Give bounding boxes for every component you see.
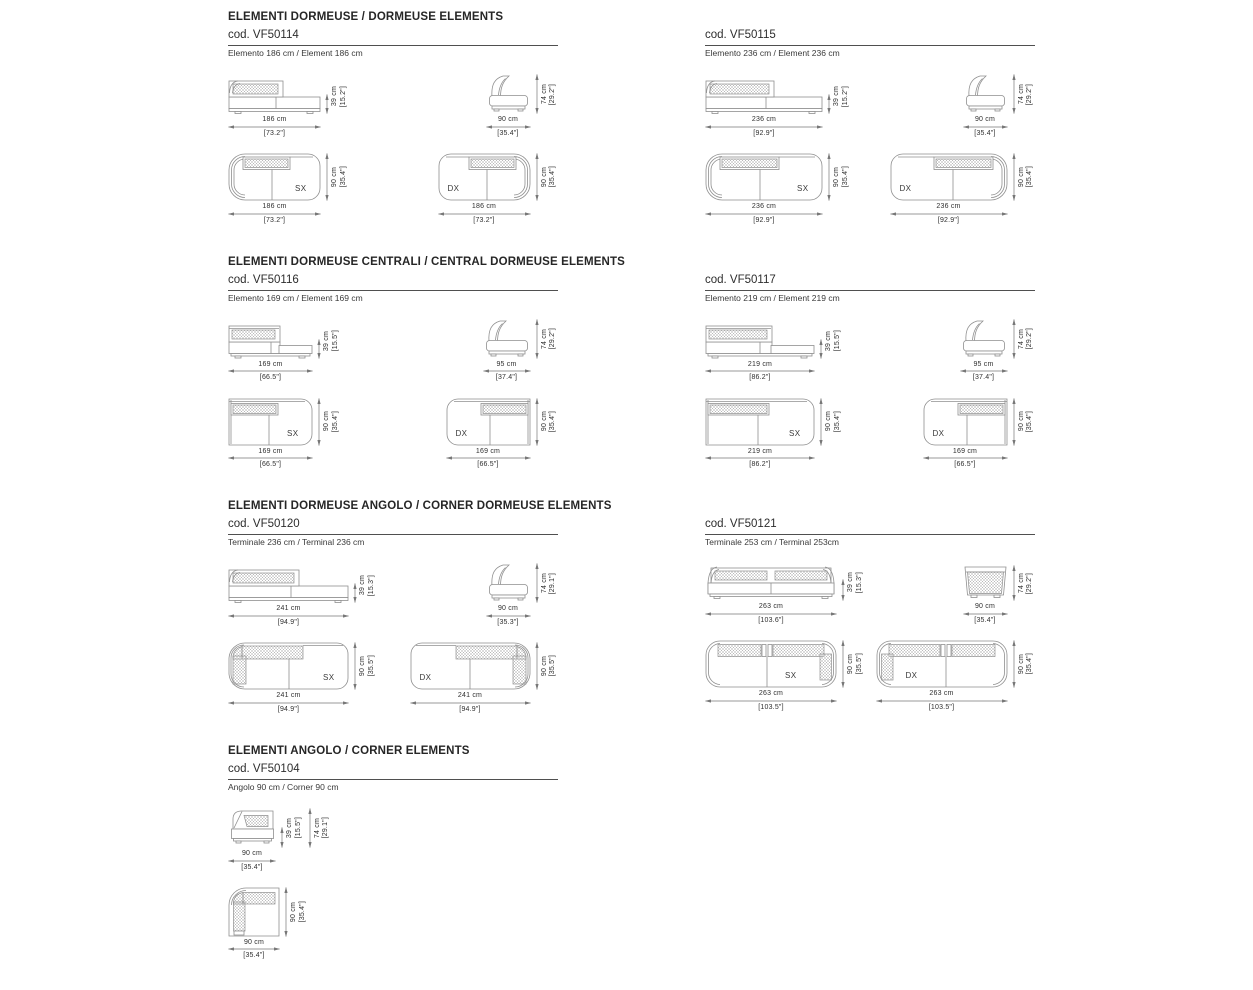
dimension-cm: 95 cm [973,360,994,368]
vertical-dimension [315,398,341,446]
dimension-cm: 90 cm [359,656,366,677]
figure-row [705,153,1035,225]
figure-row [228,74,558,138]
v-dimension-line [817,398,825,446]
vertical-dimension [1010,153,1036,201]
horizontal-dimension [705,690,837,712]
orientation-label: DX [899,183,912,193]
orientation-label: SX [797,183,809,193]
figure-front-center [228,323,341,383]
side-drawing [486,74,531,114]
vertical-dimension [533,319,559,359]
dimension-cm: 90 cm [847,654,854,675]
plan-dx-drawing [438,153,531,201]
plan-center-dx-drawing [923,398,1008,446]
dimension-inches: [94.9"] [459,705,481,713]
catalog-section [228,499,1040,714]
plan-corner-dx-drawing [410,642,531,690]
horizontal-dimension [705,116,823,138]
orientation-label: DX [447,183,460,193]
figure-side [486,74,559,138]
dimension-cm: 219 cm [747,447,773,455]
dimension-cm: 39 cm [286,817,293,839]
figure-plan-dx [890,153,1036,225]
horizontal-dimension [486,116,531,138]
v-dimension-line [351,642,359,690]
horizontal-dimension [228,448,313,470]
dimension-cm: 241 cm [457,692,483,700]
vertical-dimension [817,398,843,446]
dimension-cm: 39 cm [825,330,832,351]
dimension-cm: 186 cm [262,116,287,124]
plan-terminal-dx-drawing [876,640,1008,688]
plan-terminal-sx-drawing [705,640,837,688]
v-dimension-line [839,563,847,601]
vertical-dimension [533,153,559,201]
dimension-cm: 169 cm [258,360,283,368]
v-dimension-line [323,78,331,114]
figure-plan-terminal-dx [876,640,1036,712]
dimension-inches: [92.9"] [753,129,775,137]
figure-plan-center-sx [228,398,341,470]
dimension-cm: 39 cm [323,330,330,351]
orientation-label: DX [419,673,432,683]
orientation-label: SX [295,183,307,193]
dimension-inches: [35.4"] [241,863,263,871]
dimension-inches: [35.4"] [549,410,557,433]
vertical-dimension [1010,74,1036,114]
v-dimension-line [1010,565,1018,601]
dimension-cm: 90 cm [974,116,996,124]
dimension-inches: [103.6"] [758,617,784,624]
dimension-inches: [37.4"] [972,374,995,382]
back-square-drawing [963,565,1008,601]
dimension-cm: 236 cm [751,116,777,124]
product-subtitle: Terminale 253 cm / Terminal 253cm [705,537,840,548]
orientation-label: SX [789,428,801,438]
dimension-cm: 169 cm [952,447,978,455]
dimension-inches: [15.5"] [294,817,302,839]
horizontal-dimension [446,448,531,470]
figure-corner-front [228,808,331,872]
figure-row [228,642,558,714]
dimension-inches: [15.3"] [855,571,863,594]
dimension-cm: 90 cm [540,166,548,187]
dimension-inches: [35.4"] [1026,410,1034,433]
figure-row [705,319,1035,383]
product-column [705,273,1035,469]
dimension-inches: [15.5"] [833,330,841,352]
product-column [228,762,558,960]
dimension-cm: 263 cm [758,690,784,698]
horizontal-dimension [228,116,321,138]
figure-plan-dx [438,153,559,225]
product-code: cod. VF50116 [228,273,558,291]
dimension-cm: 90 cm [825,411,832,432]
v-dimension-line [351,567,359,603]
product-subtitle: Elemento 219 cm / Element 219 cm [705,292,840,303]
figure-row [228,319,558,383]
v-dimension-line [839,640,847,688]
product-subtitle: Elemento 186 cm / Element 186 cm [228,48,363,59]
dimension-inches: [94.9"] [277,705,300,713]
dimension-inches: [73.2"] [263,129,286,137]
orientation-label: DX [932,428,945,438]
horizontal-dimension [705,361,815,383]
vertical-dimension [825,78,851,114]
v-dimension-line [533,398,541,446]
dimension-cm: 219 cm [747,360,773,368]
catalog-content [228,10,1040,990]
dimension-cm: 90 cm [833,166,840,187]
dimension-cm: 90 cm [331,166,338,187]
vertical-dimension [306,808,332,848]
plan-corner-sx-drawing [228,642,349,690]
dimension-cm: 74 cm [1017,573,1025,594]
dimension-inches: [92.9"] [937,216,960,224]
dimension-inches: [103.5"] [928,703,955,711]
v-dimension-line [825,153,833,201]
v-dimension-line [533,319,541,359]
product-code: cod. VF50115 [705,28,1035,46]
dimension-cm: 90 cm [497,116,519,124]
vertical-dimension [282,887,308,937]
v-dimension-line [533,74,541,114]
v-dimension-line [533,153,541,201]
dimension-inches: [29.2"] [549,328,557,350]
dimension-inches: [35.5"] [549,655,557,677]
horizontal-dimension [960,361,1008,383]
dimension-cm: 169 cm [475,447,501,455]
front-sym-drawing [705,563,837,601]
dimension-inches: [37.4"] [495,374,518,382]
dimension-inches: [35.4"] [298,900,306,923]
side-drawing [483,319,531,359]
dimension-inches: [29.2"] [1026,83,1034,106]
horizontal-dimension [228,692,349,714]
product-code: cod. VF50104 [228,762,558,780]
dimension-inches: [66.5"] [954,461,976,469]
figure-row [228,153,558,225]
plan-sx-drawing [228,153,321,201]
figure-plan-center-sx [705,398,843,470]
v-dimension-line [825,78,833,114]
horizontal-dimension [228,361,313,383]
dimension-inches: [35.4"] [841,166,849,188]
horizontal-dimension [438,203,531,225]
dimension-inches: [35.3"] [497,619,519,626]
vertical-dimension [351,642,377,690]
v-dimension-line [278,808,286,848]
side-drawing [963,74,1008,114]
figure-row [228,563,558,627]
dimension-cm: 241 cm [276,605,301,613]
dimension-cm: 39 cm [359,575,366,596]
plan-center-sx-drawing [228,398,313,446]
vertical-dimension [1010,398,1036,446]
dimension-cm: 90 cm [974,603,996,611]
orientation-label: DX [905,671,918,681]
dimension-inches: [15.2"] [841,85,849,108]
v-dimension-line [1010,319,1018,359]
dimension-cm: 39 cm [847,572,854,593]
product-code: cod. VF50120 [228,517,558,535]
dimension-cm: 74 cm [313,817,321,839]
dimension-cm: 90 cm [1017,654,1025,675]
figure-row [228,808,558,872]
catalog-section [228,744,1040,961]
dimension-inches: [66.5"] [259,461,282,469]
horizontal-dimension [483,361,531,383]
horizontal-dimension [228,203,321,225]
vertical-dimension [533,398,559,446]
horizontal-dimension [876,690,1008,712]
vertical-dimension [533,642,559,690]
figure-plan-corner-sx [228,642,377,714]
dimension-inches: [29.2"] [1026,572,1034,595]
figure-front-center [705,323,843,383]
v-dimension-line [315,398,323,446]
v-dimension-line [306,808,314,848]
dimension-cm: 74 cm [540,328,548,349]
dimension-cm: 90 cm [290,901,297,922]
horizontal-dimension [705,603,837,625]
dimension-inches: [35.4"] [974,129,996,137]
dimension-cm: 90 cm [540,656,548,677]
figure-side [486,563,559,627]
dimension-cm: 263 cm [758,603,784,611]
front-chaise-drawing [228,78,321,114]
dimension-cm: 90 cm [243,938,265,946]
v-dimension-line [282,887,290,937]
dimension-inches: [86.2"] [749,461,771,469]
figure-front-sym [705,563,865,625]
front-center-drawing [705,323,815,359]
dimension-cm: 90 cm [1017,166,1025,187]
vertical-dimension [315,323,341,359]
vertical-dimension [1010,640,1036,688]
dimension-cm: 186 cm [262,202,287,210]
dimension-cm: 169 cm [258,447,283,455]
horizontal-dimension [486,605,531,627]
vertical-dimension [1010,319,1036,359]
horizontal-dimension [228,605,349,627]
dimension-inches: [35.4"] [549,166,557,188]
figure-plan-center-dx [446,398,559,470]
figure-plan-terminal-sx [705,640,865,712]
v-dimension-line [323,153,331,201]
section-title: ELEMENTI DORMEUSE / DORMEUSE ELEMENTS [228,11,504,23]
dimension-inches: [29.1"] [322,817,330,839]
vertical-dimension [351,567,377,603]
dimension-inches: [66.5"] [259,374,282,382]
dimension-cm: 39 cm [331,86,338,107]
side-drawing [486,563,531,603]
product-subtitle: Angolo 90 cm / Corner 90 cm [228,781,339,792]
product-subtitle: Terminale 236 cm / Terminal 236 cm [228,537,365,548]
v-dimension-line [1010,640,1018,688]
vertical-dimension [1010,565,1036,601]
figure-front-chaise [705,78,851,138]
dimension-cm: 74 cm [1017,328,1025,349]
product-column [228,517,558,713]
figure-corner-plan [228,887,308,961]
figure-row [228,398,558,470]
orientation-label: SX [287,428,299,438]
dimension-inches: [35.5"] [367,655,375,677]
corner-front-drawing [228,808,276,848]
dimension-cm: 90 cm [540,411,548,432]
orientation-label: DX [455,428,468,438]
dimension-inches: [73.2"] [263,216,286,224]
vertical-dimension [839,640,865,688]
dimension-inches: [35.4"] [243,952,265,960]
plan-center-sx-drawing [705,398,815,446]
dimension-cm: 90 cm [1017,411,1025,432]
front-center-drawing [228,323,313,359]
horizontal-dimension [228,939,280,961]
horizontal-dimension [410,692,531,714]
v-dimension-line [1010,153,1018,201]
vertical-dimension [839,563,865,601]
horizontal-dimension [923,448,1008,470]
product-subtitle: Elemento 169 cm / Element 169 cm [228,292,363,303]
vertical-dimension [323,153,349,201]
product-column [705,28,1035,224]
product-code: cod. VF50121 [705,517,1035,535]
dimension-inches: [15.3"] [367,574,375,597]
dimension-cm: 74 cm [540,573,548,594]
figure-front-chaise [228,567,377,627]
figure-row [705,398,1035,470]
dimension-cm: 74 cm [1017,84,1025,105]
figure-row [705,640,1035,712]
dimension-inches: [94.9"] [277,619,300,626]
horizontal-dimension [963,603,1008,625]
figure-row [705,74,1035,138]
corner-plan-drawing [228,887,280,937]
horizontal-dimension [228,850,276,872]
figure-row [228,887,558,961]
catalog-section [228,255,1040,470]
section-title: ELEMENTI DORMEUSE CENTRALI / CENTRAL DORMEUSE ELEMENTS [228,255,625,268]
v-dimension-line [1010,74,1018,114]
figure-row [705,563,1035,625]
vertical-dimension [278,808,304,848]
dimension-inches: [15.5"] [331,330,339,352]
dimension-cm: 90 cm [323,411,330,432]
dimension-cm: 95 cm [496,360,517,368]
side-drawing [960,319,1008,359]
figure-plan-corner-dx [410,642,559,714]
product-code: cod. VF50114 [228,28,558,46]
dimension-inches: [35.5"] [855,653,863,675]
dimension-cm: 186 cm [471,202,497,210]
dimension-inches: [35.4"] [331,410,339,433]
v-dimension-line [1010,398,1018,446]
v-dimension-line [817,323,825,359]
figure-side [483,319,559,383]
figure-plan-center-dx [923,398,1036,470]
catalog-section [228,10,1040,225]
dimension-inches: [35.4"] [339,166,347,188]
dimension-inches: [92.9"] [753,216,775,224]
plan-sx-drawing [705,153,823,201]
v-dimension-line [315,323,323,359]
horizontal-dimension [705,203,823,225]
front-chaise-drawing [228,567,349,603]
dimension-cm: 236 cm [936,202,961,210]
figure-front-chaise [228,78,349,138]
v-dimension-line [533,563,541,603]
dimension-cm: 90 cm [497,605,519,613]
front-chaise-drawing [705,78,823,114]
dimension-inches: [73.2"] [473,216,495,224]
orientation-label: SX [323,673,335,683]
dimension-inches: [29.2"] [549,83,557,106]
dimension-inches: [35.4"] [497,129,519,137]
plan-center-dx-drawing [446,398,531,446]
dimension-inches: [35.4"] [833,410,841,433]
dimension-inches: [103.5"] [758,703,784,711]
dimension-inches: [35.4"] [974,617,996,624]
dimension-inches: [66.5"] [477,461,499,469]
vertical-dimension [817,323,843,359]
orientation-label: SX [785,671,797,681]
product-subtitle: Elemento 236 cm / Element 236 cm [705,48,840,59]
figure-back-square [963,565,1036,625]
dimension-cm: 236 cm [751,202,777,210]
vertical-dimension [825,153,851,201]
dimension-inches: [86.2"] [749,374,771,382]
dimension-inches: [35.4"] [1026,653,1034,675]
figure-side [960,319,1036,383]
dimension-inches: [29.1"] [549,572,557,595]
section-title: ELEMENTI ANGOLO / CORNER ELEMENTS [228,744,470,757]
plan-dx-drawing [890,153,1008,201]
dimension-cm: 90 cm [241,850,263,857]
dimension-cm: 74 cm [540,84,548,105]
figure-plan-sx [705,153,851,225]
dimension-cm: 241 cm [276,692,301,700]
figure-side [963,74,1036,138]
vertical-dimension [533,74,559,114]
section-title: ELEMENTI DORMEUSE ANGOLO / CORNER DORMEUSE ELEMENTS [228,500,612,513]
dimension-cm: 39 cm [833,86,840,107]
product-column [705,517,1035,711]
dimension-cm: 263 cm [929,690,954,698]
figure-plan-sx [228,153,349,225]
vertical-dimension [533,563,559,603]
horizontal-dimension [963,116,1008,138]
horizontal-dimension [705,448,815,470]
horizontal-dimension [890,203,1008,225]
vertical-dimension [323,78,349,114]
product-column [228,273,558,469]
product-code: cod. VF50117 [705,273,1035,291]
dimension-inches: [29.2"] [1026,328,1034,350]
product-column [228,28,558,224]
v-dimension-line [533,642,541,690]
dimension-inches: [15.2"] [339,85,347,108]
dimension-inches: [35.4"] [1026,166,1034,188]
